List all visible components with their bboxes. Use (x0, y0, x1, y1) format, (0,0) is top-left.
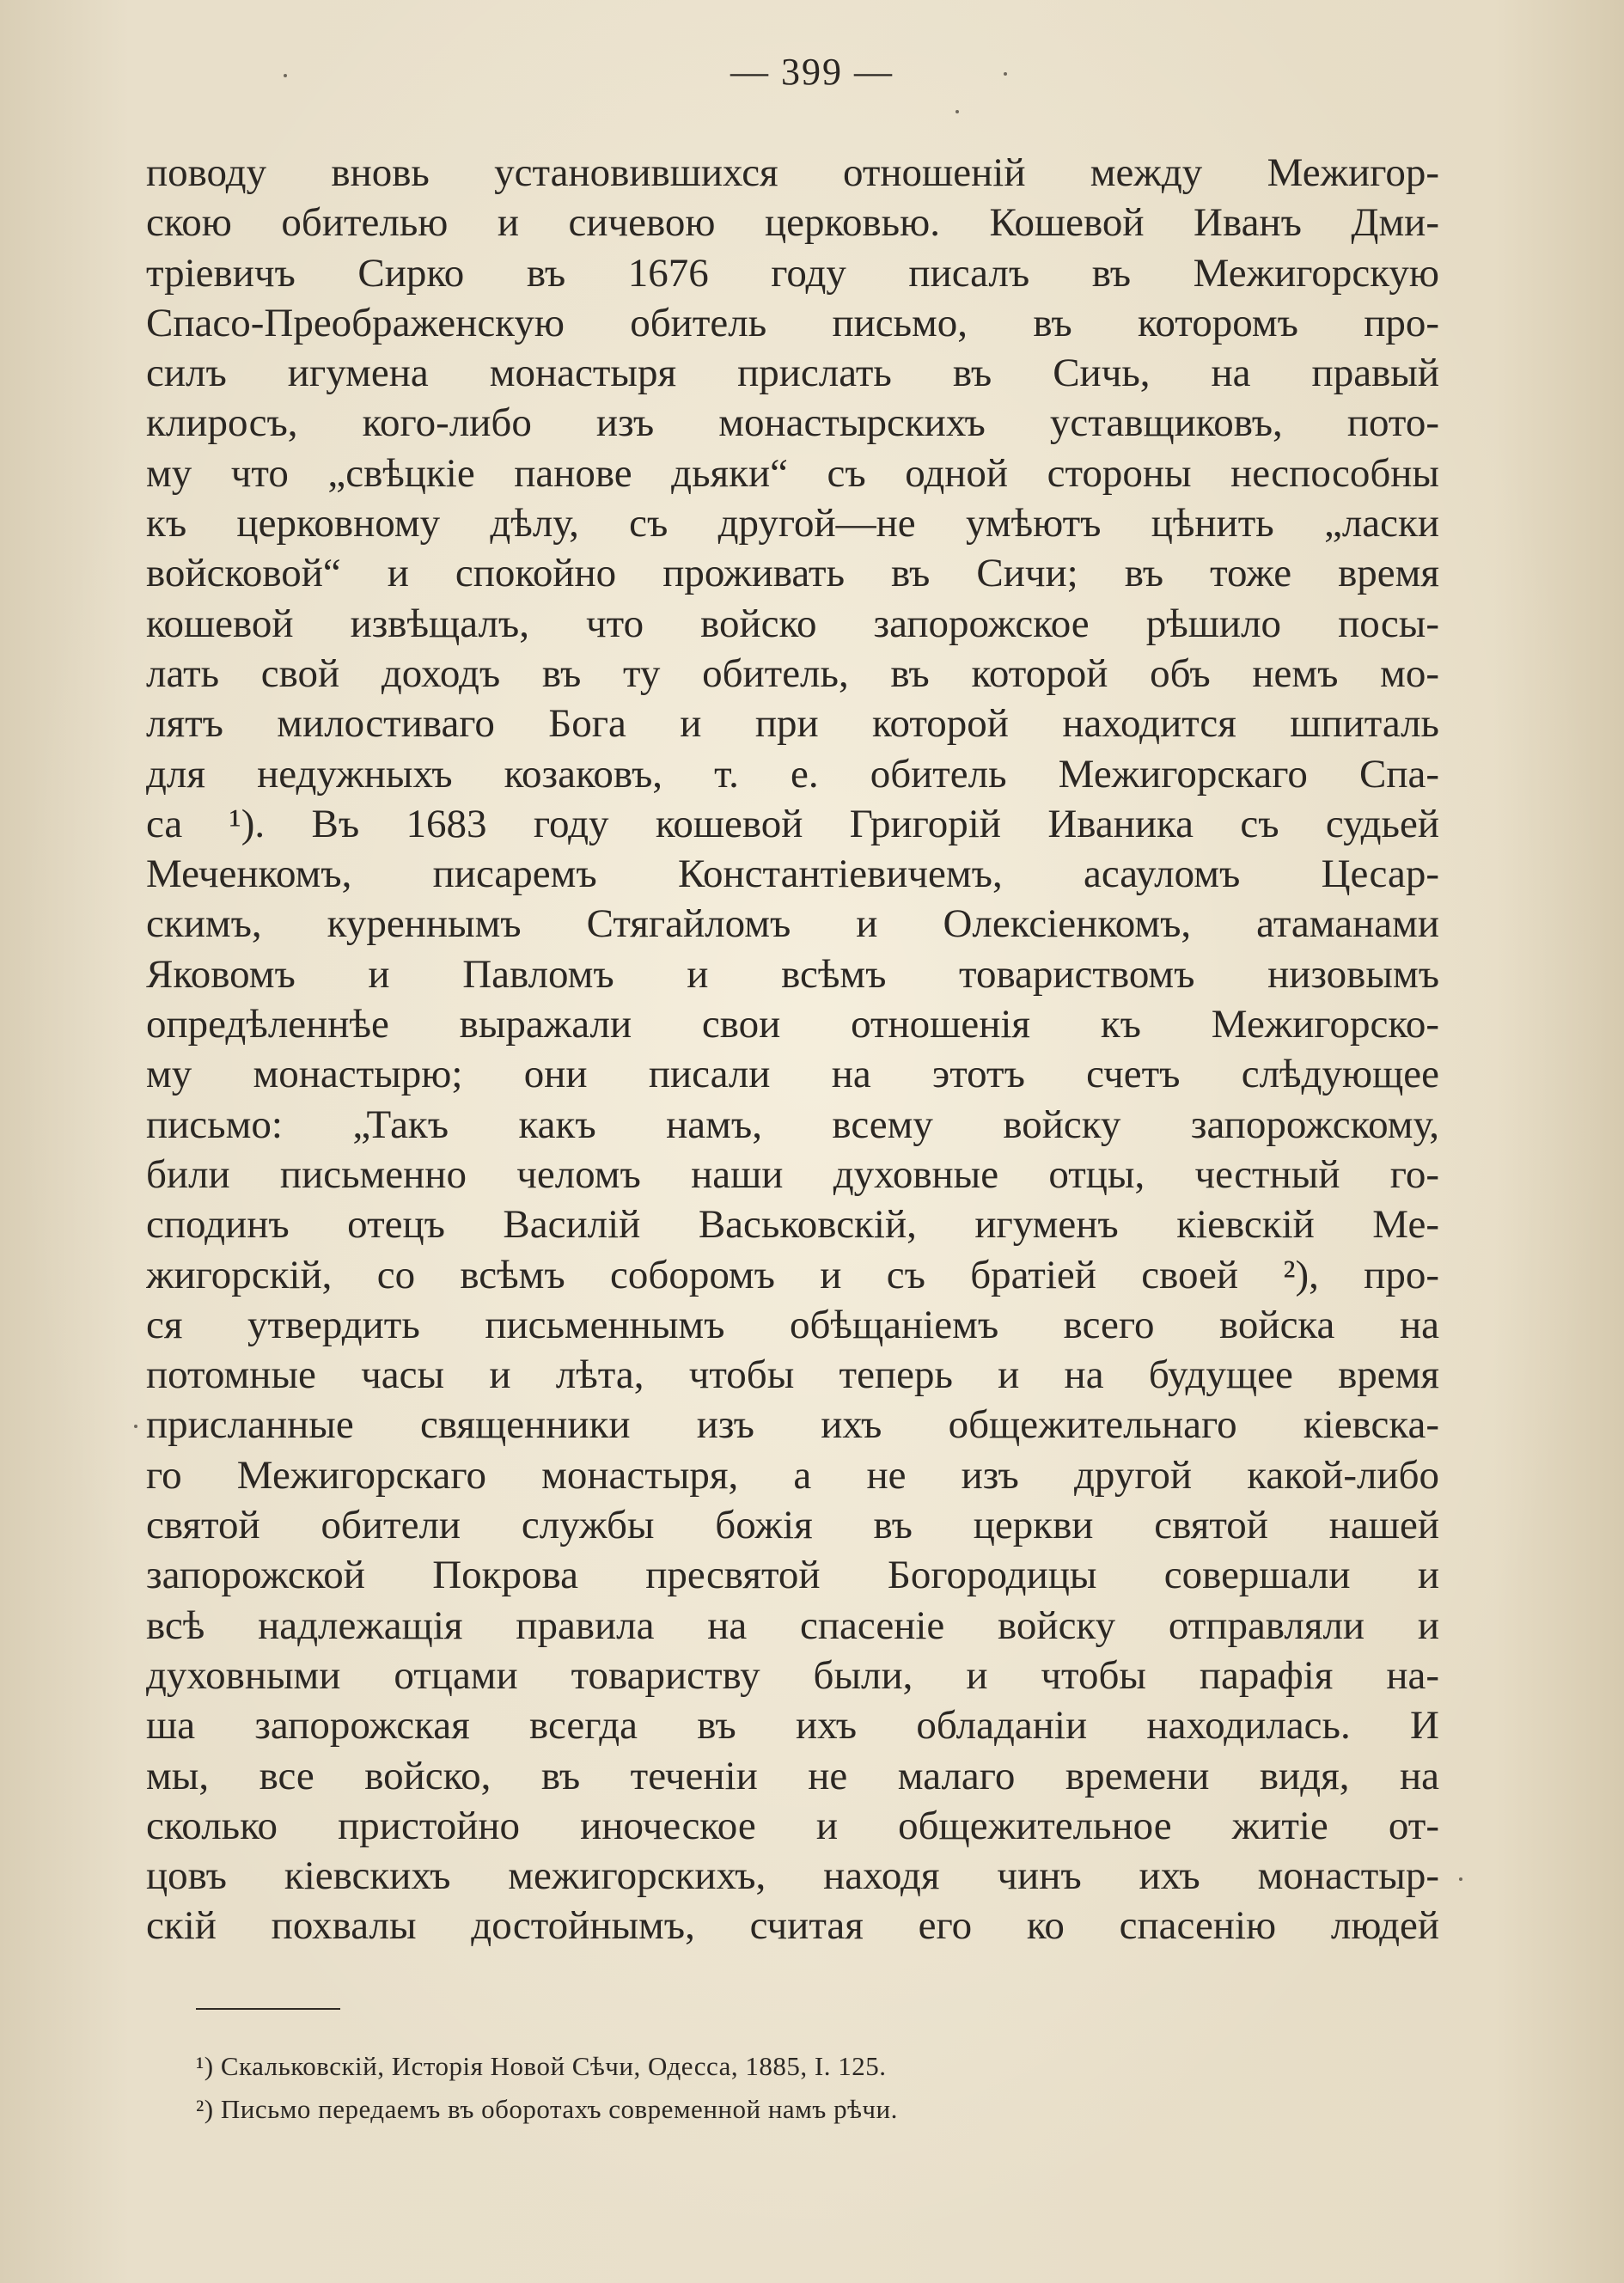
text-line: войсковой“ и спокойно проживать въ Сичи; въ тоже время (146, 551, 1439, 596)
text-line: ша запорожская всегда въ ихъ обладаніи находилась. И (146, 1703, 1439, 1749)
text-line: письмо: „Такъ какъ намъ, всему войску запорожскому, (146, 1102, 1439, 1147)
text-line: поводу вновь установившихся отношеній между Межигор- (146, 150, 1439, 195)
text-line: скою обителью и сичевою церковью. Кошевой Иванъ Дми- (146, 200, 1439, 246)
print-speck (134, 1425, 137, 1428)
text-line: Меченкомъ, писаремъ Константіевичемъ, асауломъ Цесар- (146, 852, 1439, 897)
text-line: лятъ милостиваго Бога и при которой находится шпиталь (146, 701, 1439, 747)
text-line: го Межигорскаго монастыря, а не изъ другой какой-либо (146, 1452, 1439, 1498)
text-line: Спасо-Преображенскую обитель письмо, въ которомъ про- (146, 300, 1439, 345)
text-line: къ церковному дѣлу, съ другой—не умѣютъ цѣнить „ласки (146, 501, 1439, 546)
print-speck (955, 110, 959, 113)
text-line: запорожской Покрова пресвятой Богородицы совершали и (146, 1553, 1439, 1598)
print-speck (1459, 1877, 1462, 1881)
text-line: цовъ кіевскихъ межигорскихъ, находя чинъ ихъ монастыр- (146, 1853, 1439, 1899)
text-line: сколько пристойно иноческое и общежительное житіе от- (146, 1803, 1439, 1848)
footnote-separator (196, 2008, 340, 2010)
page-number: — 399 — (730, 51, 894, 93)
print-speck (284, 74, 287, 77)
text-line: кошевой извѣщалъ, что войско запорожское рѣшило посы- (146, 601, 1439, 646)
text-line: духовными отцами товариству были, и чтобы парафія на- (146, 1652, 1439, 1698)
text-line: сподинъ отецъ Василій Васьковскій, игуменъ кіевскій Ме- (146, 1202, 1439, 1248)
text-line: са ¹). Въ 1683 году кошевой Григорій Иваника съ судьей (146, 801, 1439, 846)
text-line: силъ игумена монастыря прислать въ Сичь, на правый (146, 351, 1439, 396)
print-speck (1004, 72, 1007, 76)
text-line: для недужныхъ козаковъ, т. е. обитель Межигорскаго Спа- (146, 751, 1439, 797)
text-line: жигорскій, со всѣмъ соборомъ и съ братіей своей ²), про- (146, 1252, 1439, 1297)
footnotes (196, 2045, 1227, 2131)
text-line: святой обители службы божія въ церкви святой нашей (146, 1503, 1439, 1548)
text-line: скій похвалы достойнымъ, считая его ко спасенію людей (146, 1903, 1439, 1949)
text-line: ся утвердить письменнымъ обѣщаніемъ всего войска на (146, 1302, 1439, 1347)
text-line: потомные часы и лѣта, чтобы теперь и на будущее время (146, 1352, 1439, 1398)
text-line: тріевичъ Сирко въ 1676 году писалъ въ Межигорскую (146, 250, 1439, 296)
text-line: били письменно челомъ наши духовные отцы, честный го- (146, 1151, 1439, 1197)
text-line: опредѣленнѣе выражали свои отношенія къ Межигорско- (146, 1002, 1439, 1047)
text-line: присланные священники изъ ихъ общежительнаго кіевска- (146, 1402, 1439, 1448)
text-line: всѣ надлежащія правила на спасеніе войску отправляли и (146, 1602, 1439, 1648)
text-line: Яковомъ и Павломъ и всѣмъ товариствомъ низовымъ (146, 951, 1439, 997)
text-line: мы, все войско, въ теченіи не малаго времени видя, на (146, 1753, 1439, 1798)
text-line: му монастырю; они писали на этотъ счетъ слѣдующее (146, 1052, 1439, 1097)
text-line: скимъ, куреннымъ Стягайломъ и Олексіенкомъ, атаманами (146, 901, 1439, 947)
text-line: клиросъ, кого-либо изъ монастырскихъ уставщиковъ, пото- (146, 400, 1439, 446)
body-text (146, 148, 1439, 1951)
footnote-1: ¹) Скальковскій, Исторія Новой Сѣчи, Одесса, 1885, I. 125. (196, 2051, 887, 2081)
text-line: лать свой доходъ въ ту обитель, въ которой объ немъ мо- (146, 650, 1439, 696)
footnote-2: ²) Письмо передаемъ въ оборотахъ современной намъ рѣчи. (196, 2094, 898, 2124)
text-line: му что „свѣцкіе панове дьяки“ съ одной стороны неспособны (146, 450, 1439, 496)
